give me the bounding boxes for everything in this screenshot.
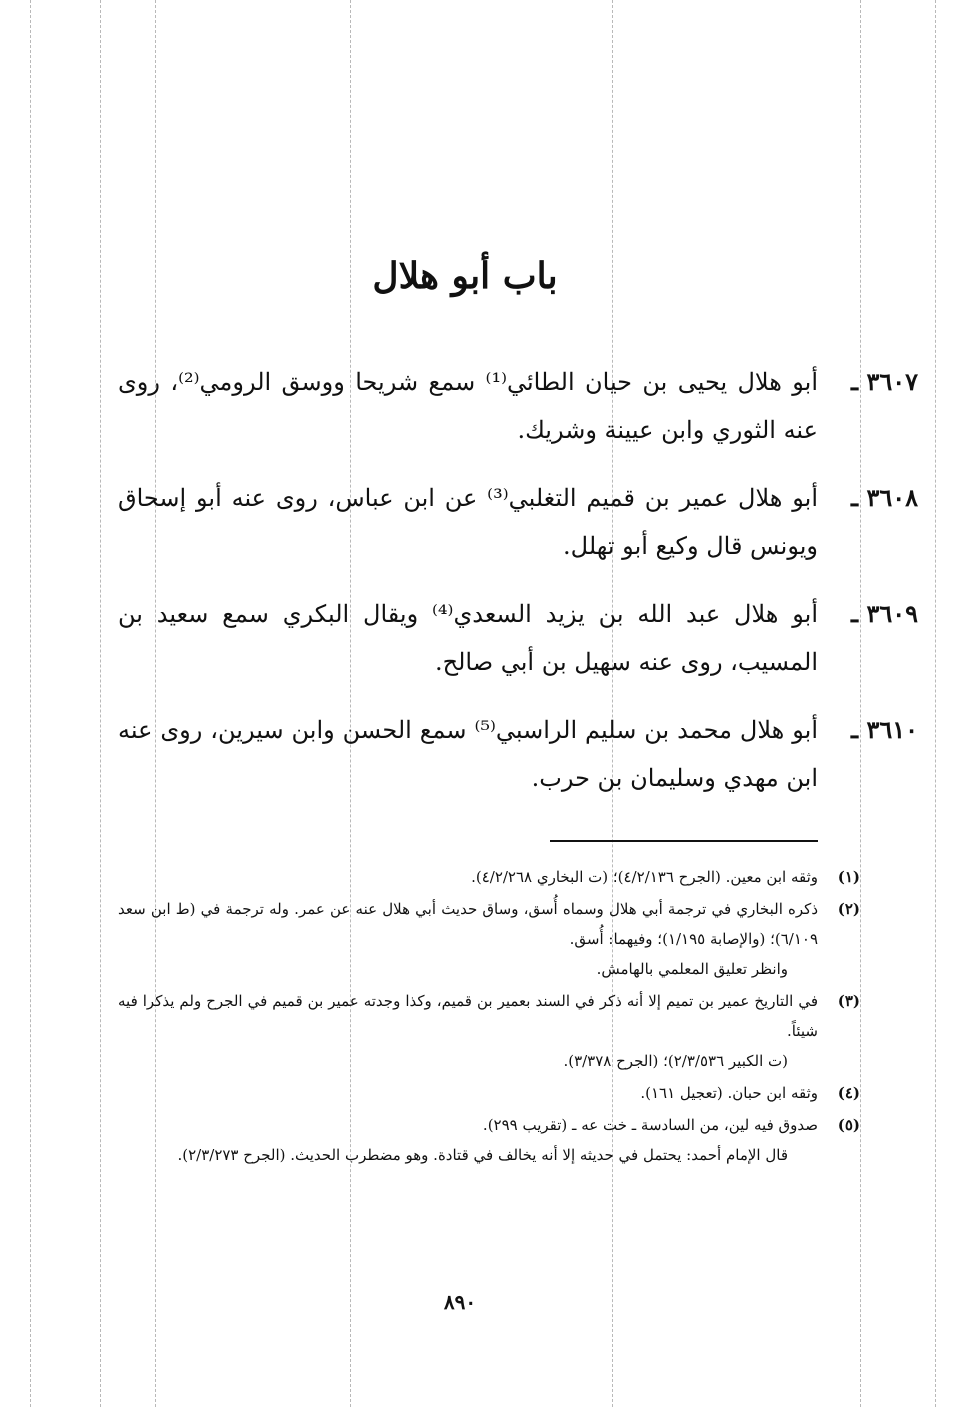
footnote-extra: (ت الكبير ٢/٣/٥٣٦)؛ (الجرح ٣/٣٧٨). bbox=[563, 1052, 788, 1070]
footnote-extra: قال الإمام أحمد: يحتمل في حديثه إلا أنه يخالف في قتادة. وهو مضطرب الحديث. (الجرح ٢/٣/٢٧٣). bbox=[177, 1146, 788, 1164]
footnote-number: (١) bbox=[837, 868, 860, 886]
footnote-text: وثقه ابن حبان. (تعجيل ١٦١). bbox=[640, 1084, 818, 1102]
footnote-text: في التاريخ عمير بن تميم إلا أنه ذكر في السند بعمير بن قميم، وكذا وجدته عمير بن قميم في الجرح ولم يذكرا فيه شيئاً. bbox=[118, 992, 818, 1040]
entry-number: ٣٦٠٧ ـ bbox=[851, 367, 918, 396]
footnotes bbox=[118, 862, 860, 1172]
footnote-text: وثقه ابن معين. (الجرح ٤/٢/١٣٦)؛ (ت البخاري ٤/٢/٢٦٨). bbox=[471, 868, 818, 886]
entry bbox=[118, 590, 918, 686]
entry-text: أبو هلال يحيى بن حيان الطائي⁽¹⁾ سمع شريحا ووسق الرومي⁽²⁾، روى عنه الثوري وابن عيينة وشريك. bbox=[118, 368, 819, 444]
footnote-number: (٢) bbox=[837, 900, 860, 918]
footnote-number: (٣) bbox=[837, 992, 860, 1010]
footnote bbox=[118, 1078, 860, 1108]
footnote bbox=[118, 986, 860, 1076]
footnote-text: ذكره البخاري في ترجمة أبي هلال وسماه أُسق، وساق حديث أبي هلال عنه عن عمر. وله ترجمة في (ط ابن سعد ٦/١٠٩)؛ (والإصابة ١/١٩٥)؛ وفيهما: أُسق. bbox=[118, 900, 818, 948]
entry bbox=[118, 358, 918, 454]
footnote-number: (٤) bbox=[837, 1084, 860, 1102]
page-number: ٨٩٠ bbox=[443, 1290, 477, 1314]
footnote bbox=[118, 1110, 860, 1170]
entries-list bbox=[118, 358, 918, 822]
entry bbox=[118, 474, 918, 570]
entry-text: أبو هلال محمد بن سليم الراسبي⁽⁵⁾ سمع الحسن وابن سيرين، روى عنه ابن مهدي وسليمان بن حرب. bbox=[118, 716, 819, 792]
footnote-extra: وانظر تعليق المعلمي بالهامش. bbox=[596, 960, 788, 978]
entry-number: ٣٦٠٩ ـ bbox=[851, 599, 918, 628]
entry-number: ٣٦٠٨ ـ bbox=[851, 483, 918, 512]
entry-text: أبو هلال عبد الله بن يزيد السعدي⁽⁴⁾ ويقال البكري سمع سعيد بن المسيب، روى عنه سهيل بن أبي صالح. bbox=[118, 600, 819, 676]
entry-number: ٣٦١٠ ـ bbox=[851, 715, 918, 744]
chapter-title: باب أبو هلال bbox=[372, 255, 558, 297]
footnote-number: (٥) bbox=[837, 1116, 860, 1134]
entry bbox=[118, 706, 918, 802]
footnote bbox=[118, 894, 860, 984]
entry-text: أبو هلال عمير بن قميم التغلبي⁽³⁾ عن ابن عباس، روى عنه أبو إسحاق ويونس قال وكيع أبو تهلل. bbox=[118, 484, 818, 560]
footnote bbox=[118, 862, 860, 892]
footnote-divider bbox=[550, 840, 818, 842]
footnote-text: صدوق فيه لين، من السادسة ـ خت عه ـ (تقريب ٢٩٩). bbox=[482, 1116, 818, 1134]
